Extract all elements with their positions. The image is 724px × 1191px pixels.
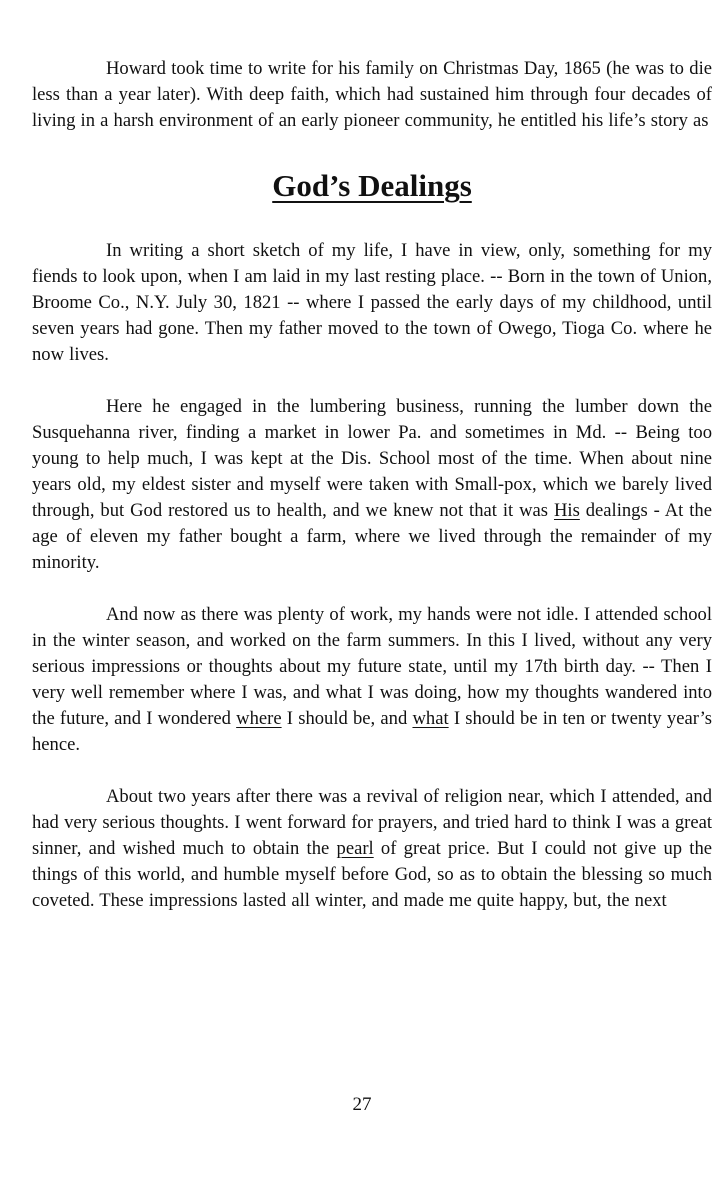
intro-paragraph: Howard took time to write for his family on Christmas Day, 1865 (he was to die less than a year later). With deep faith, which had sustained him through four decades of living in a harsh environment of an early pioneer community, he entitled his life’s story as xyxy=(32,58,712,131)
emphasis-where: where xyxy=(236,708,282,729)
paragraph-3-text-a: And now as there was plenty of work, my hands were not idle. I attended school in the winter season, and worked on the farm summers. In this I lived, without any very serious impressions or thoughts about my future state, until my 17th birth day. -- Then I very well remember where I was, and what I was doing, how my thoughts wandered into the future, and I wondered xyxy=(32,604,712,729)
emphasis-what: what xyxy=(412,708,449,729)
paragraph-3-text-b: I should be, and xyxy=(281,708,413,729)
page-number: 27 xyxy=(352,1094,372,1115)
paragraph-4-text-b: of great price. But I could not give up the things of this world, and humble myself before God, so as to obtain the blessing so much coveted. These impressions lasted all winter, and made me quite happy, but, the next xyxy=(32,838,712,911)
paragraph-4 xyxy=(32,784,712,914)
paragraph-2-text-b: dealings - At the age of eleven my father bought a farm, where we lived through the remainder of my minority. xyxy=(32,500,712,573)
page-body xyxy=(32,56,712,914)
paragraph-2-text-a: Here he engaged in the lumbering business, running the lumber down the Susquehanna river, finding a market in lower Pa. and sometimes in Md. -- Being too young to help much, I was kept at the Dis. School most of the time. When about nine years old, my eldest sister and myself were taken with Small-pox, which we barely lived through, but God restored us to health, and we knew not that it was xyxy=(32,396,712,521)
paragraph-3 xyxy=(32,602,712,758)
paragraph-1: In writing a short sketch of my life, I have in view, only, something for my fiends to look upon, when I am laid in my last resting place. -- Born in the town of Union, Broome Co., N.Y. July 30, 1821 -- where I passed the early days of my childhood, until seven years had gone. Then my father moved to the town of Owego, Tioga Co. where he now lives. xyxy=(32,240,712,365)
emphasis-his: His xyxy=(553,500,580,521)
chapter-title: God’s Dealings xyxy=(272,168,472,203)
paragraph-3-text-c: I should be in ten or twenty year’s hence. xyxy=(32,708,712,755)
paragraph-4-text-a: About two years after there was a revival of religion near, which I attended, and had very serious thoughts. I went forward for prayers, and tried hard to think I was a great sinner, and wished much to obtain the xyxy=(32,786,712,859)
emphasis-pearl: pearl xyxy=(336,838,374,859)
paragraph-2 xyxy=(32,394,712,576)
